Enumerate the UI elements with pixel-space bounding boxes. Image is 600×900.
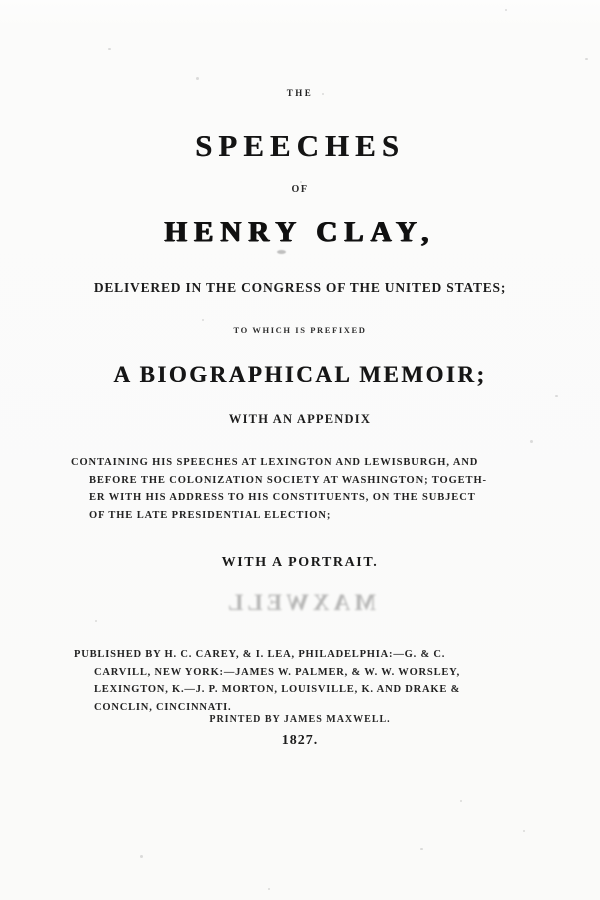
appendix-desc-line-3: ER WITH HIS ADDRESS TO HIS CONSTITUENTS, ON THE SUBJECT (89, 492, 476, 503)
prefix-note: TO WHICH IS PREFIXED (233, 325, 367, 335)
publication-year: 1827. (281, 733, 319, 748)
paper-speck (420, 848, 423, 850)
printer-line: PRINTED BY JAMES MAXWELL. (209, 714, 391, 725)
imprint-line-4: CONCLIN, CINCINNATI. (94, 701, 232, 713)
of-word: OF (291, 184, 309, 195)
ghost-show-through-text: MAXWELL (224, 590, 376, 615)
author-name: HENRY CLAY, (164, 216, 436, 248)
appendix-description (71, 454, 533, 524)
paper-speck (523, 830, 525, 832)
paper-speck (95, 620, 97, 622)
paper-speck (555, 395, 558, 397)
paper-speck (300, 181, 302, 183)
appendix-desc-line-2: BEFORE THE COLONIZATION SOCIETY AT WASHINGTON; TOGETH- (89, 474, 487, 486)
paper-speck (140, 855, 143, 858)
subtitle-delivered: DELIVERED IN THE CONGRESS OF THE UNITED STATES; (93, 280, 507, 295)
paper-speck (505, 9, 507, 11)
paper-speck (460, 800, 462, 802)
paper-speck (268, 888, 270, 890)
paper-speck (585, 58, 588, 60)
paper-speck (202, 319, 204, 321)
paper-speck (196, 77, 199, 80)
paper-speck (530, 440, 533, 443)
imprint-line-3: LEXINGTON, K.—J. P. MORTON, LOUISVILLE, K. AND DRAKE & (94, 684, 461, 695)
imprint-line-2: CARVILL, NEW YORK:—JAMES W. PALMER, & W. W. WORSLEY, (94, 666, 461, 678)
main-title-speeches: SPEECHES (195, 128, 405, 163)
appendix-desc-line-4: OF THE LATE PRESIDENTIAL ELECTION; (89, 509, 332, 521)
publisher-imprint (74, 646, 532, 716)
imprint-line-1: PUBLISHED BY H. C. CAREY, & I. LEA, PHILADELPHIA:—G. & C. (74, 649, 446, 660)
ink-smudge (277, 250, 286, 254)
half-title-the: THE (286, 88, 314, 98)
memoir-title: A BIOGRAPHICAL MEMOIR; (113, 362, 487, 387)
portrait-note: WITH A PORTRAIT. (221, 555, 379, 570)
paper-speck (108, 48, 111, 50)
appendix-title: WITH AN APPENDIX (228, 412, 372, 426)
paper-speck (322, 93, 324, 95)
appendix-desc-line-1: CONTAINING HIS SPEECHES AT LEXINGTON AND LEWISBURGH, AND (71, 457, 479, 468)
